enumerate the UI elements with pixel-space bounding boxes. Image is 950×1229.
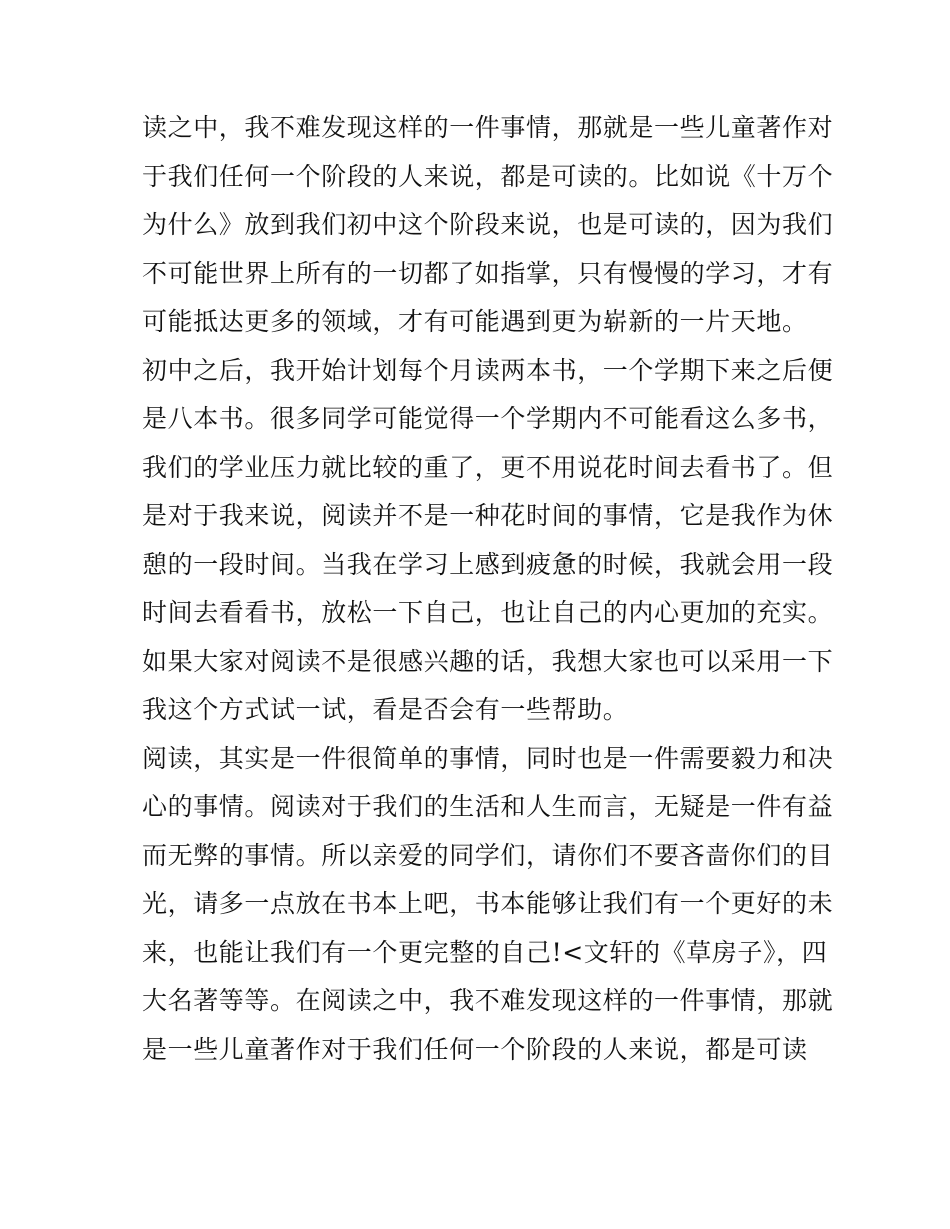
text-line-1: 读之中，我不难发现这样的一件事情，那就是一些儿童著作对 (142, 113, 834, 142)
text-line-9: 是对于我来说，阅读并不是一种花时间的事情，它是我作为休 (142, 501, 834, 530)
body-text (142, 104, 834, 1074)
text-line-15: 心的事情。阅读对于我们的生活和人生而言，无疑是一件有益 (142, 792, 834, 821)
text-line-7: 是八本书。很多同学可能觉得一个学期内不可能看这么多书， (142, 404, 834, 433)
text-line-14: 阅读，其实是一件很简单的事情，同时也是一件需要毅力和决 (142, 743, 834, 773)
text-line-18: 来，也能让我们有一个更完整的自己!<文轩的《草房子》，四 (142, 937, 828, 967)
text-line-11: 时间去看看书，放松一下自己，也让自己的内心更加的充实。 (142, 598, 834, 627)
text-line-4: 不可能世界上所有的一切都了如指掌，只有慢慢的学习，才有 (142, 258, 834, 288)
text-line-17: 光，请多一点放在书本上吧，书本能够让我们有一个更好的未 (142, 889, 834, 918)
text-line-16: 而无弊的事情。所以亲爱的同学们，请你们不要吝啬你们的目 (142, 840, 834, 870)
text-line-12: 如果大家对阅读不是很感兴趣的话，我想大家也可以采用一下 (142, 646, 834, 676)
text-line-3: 为什么》放到我们初中这个阶段来说，也是可读的，因为我们 (142, 210, 834, 239)
text-line-5: 可能抵达更多的领域，才有可能遇到更为崭新的一片天地。 (142, 307, 808, 336)
text-line-10: 憩的一段时间。当我在学习上感到疲惫的时候，我就会用一段 (142, 549, 834, 579)
text-line-20: 是一些儿童著作对于我们任何一个阶段的人来说，都是可读 (142, 1034, 808, 1064)
text-line-13: 我这个方式试一试，看是否会有一些帮助。 (142, 695, 629, 724)
text-line-8: 我们的学业压力就比较的重了，更不用说花时间去看书了。但 (142, 452, 834, 482)
text-line-6: 初中之后，我开始计划每个月读两本书，一个学期下来之后便 (142, 355, 834, 385)
text-line-2: 于我们任何一个阶段的人来说，都是可读的。比如说《十万个 (142, 161, 834, 191)
text-line-19: 大名著等等。在阅读之中，我不难发现这样的一件事情，那就 (142, 986, 834, 1015)
